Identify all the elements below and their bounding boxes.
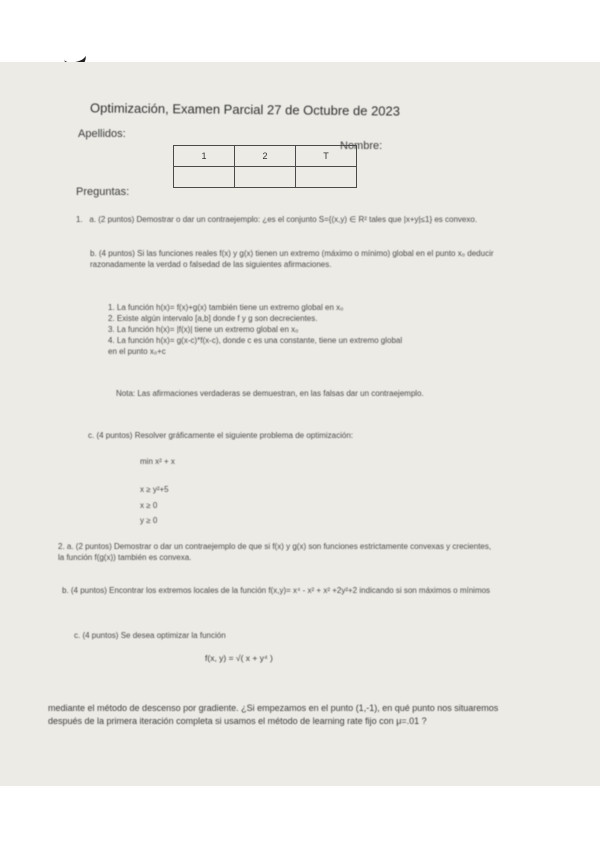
problem-2b: b. (4 puntos) Encontrar los extremos locales de la función f(x,y)= x⁴ - x² + x² +2y²+2 indicando si son máximos o mínimos bbox=[62, 586, 491, 595]
statement-item: 3. La función h(x)= |f(x)| tiene un extremo global en x₀ bbox=[108, 325, 299, 334]
statement-item: 2. Existe algún intervalo [a,b] donde f y g son decrecientes. bbox=[108, 314, 318, 323]
constraint-3: y ≥ 0 bbox=[140, 516, 158, 525]
grade-cell-2 bbox=[235, 167, 296, 188]
problem-2c-formula: f(x, y) = √( x + y⁴ ) bbox=[205, 653, 273, 663]
objective-function: min x² + x bbox=[140, 457, 175, 466]
problem-1a-text: a. (2 puntos) Demostrar o dar un contraejemplo: ¿es el conjunto S={(x,y) ∈ R² tales que |x+y|≤1} es convexo. bbox=[89, 215, 478, 224]
grade-cell-1 bbox=[174, 167, 235, 188]
preguntas-label: Preguntas: bbox=[76, 186, 130, 198]
exam-sheet bbox=[0, 62, 600, 786]
problem-1-number: 1. bbox=[76, 215, 83, 224]
grade-header-1: 1 bbox=[174, 146, 235, 167]
grade-header-2: 2 bbox=[235, 146, 296, 167]
problem-2c: c. (4 puntos) Se desea optimizar la función bbox=[74, 631, 226, 640]
constraint-1: x ≥ y²+5 bbox=[140, 485, 169, 494]
statement-item: en el punto x₀+c bbox=[108, 347, 166, 356]
problem-1c: c. (4 puntos) Resolver gráficamente el siguiente problema de optimización: bbox=[88, 431, 354, 440]
constraint-2: x ≥ 0 bbox=[140, 501, 158, 510]
problem-2a: 2. a. (2 puntos) Demostrar o dar un contraejemplo de que si f(x) y g(x) son funciones estrictamente convexas y crecientes, la función f(g(x)) también es convexa. bbox=[58, 542, 492, 562]
statement-list bbox=[108, 302, 402, 357]
page-top-margin bbox=[0, 0, 600, 62]
grade-table-header-row bbox=[174, 146, 357, 167]
grade-table bbox=[173, 145, 357, 188]
problem-1b: b. (4 puntos) Si las funciones reales f(x) y g(x) tienen un extremo (máximo o mínimo) global en el punto x₀ deducir razonadamente la verdad o falsedad de las siguientes afirmaciones. bbox=[90, 249, 494, 269]
problem-1-note: Nota: Las afirmaciones verdaderas se demuestran, en las falsas dar un contraejemplo. bbox=[116, 389, 424, 398]
problem-2c-question: mediante el método de descenso por gradiente. ¿Si empezamos en el punto (1,-1), en qué punto nos situaremos después de la primera iteración completa si usamos el método de learning rate fijo con μ=.01 ? bbox=[48, 703, 499, 726]
grade-header-total: T bbox=[296, 146, 357, 167]
nombre-label: Nombre: bbox=[340, 140, 383, 152]
statement-item: 4. La función h(x)= g(x-c)*f(x-c), donde c es una constante, tiene un extremo global bbox=[108, 336, 403, 345]
grade-cell-total bbox=[296, 167, 357, 188]
problem-1a bbox=[76, 214, 506, 225]
exam-title: Optimización, Examen Parcial 27 de Octubre de 2023 bbox=[89, 100, 401, 119]
statement-item: 1. La función h(x)= f(x)+g(x) también tiene un extremo global en x₀ bbox=[108, 303, 344, 312]
grade-table-score-row bbox=[174, 167, 357, 188]
apellidos-label: Apellidos: bbox=[78, 128, 126, 140]
